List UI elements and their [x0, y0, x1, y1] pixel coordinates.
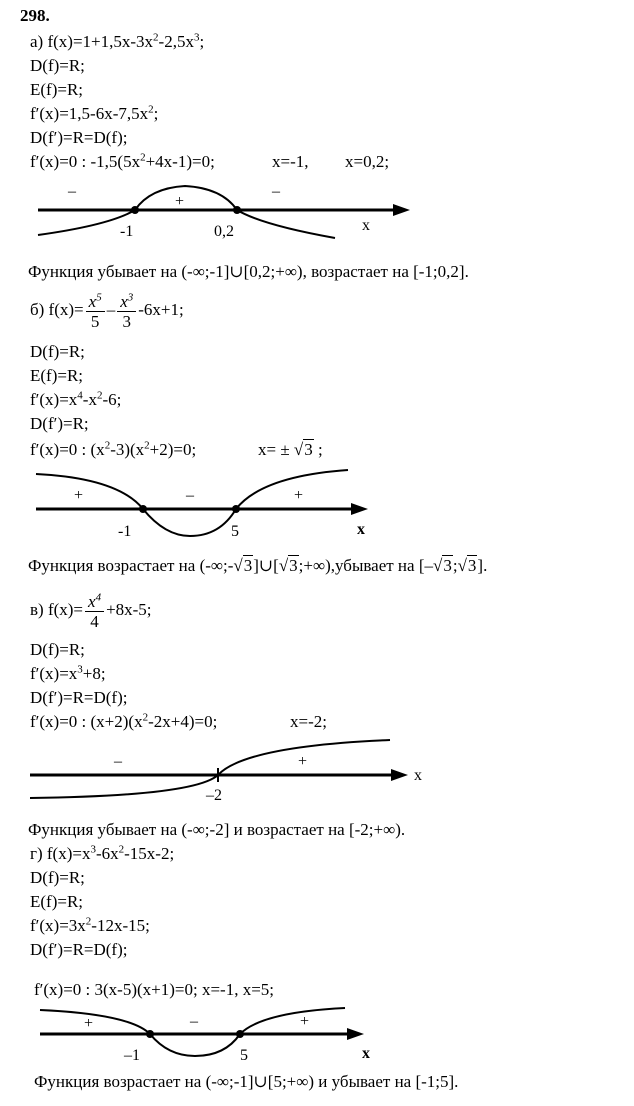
v-function: в) f(x)= $\frac{x^4}{4}$ +8x-5; — [30, 590, 152, 631]
v-sign-diagram — [0, 738, 634, 808]
b-root: x= ± √3 ; — [258, 440, 323, 459]
v-root: x=-2; — [290, 712, 327, 731]
b-tick-2: 5 — [231, 523, 239, 540]
a-derivative: $f'(x)=1,5-6x-7,5x^2$; — [30, 103, 159, 123]
a-tick-2: 0,2 — [214, 223, 234, 240]
a-domain: D(f)=R; — [30, 56, 85, 75]
a-sign-diagram — [0, 180, 634, 255]
v-conclusion: Функция убывает на (-∞;-2] и возрастает на [-2;+∞). — [28, 820, 406, 839]
a-root-2: x=0,2; — [345, 152, 390, 171]
g-derivative: $f'(x)=3x^2-12x-15$; — [30, 915, 150, 935]
problem-number: 298. — [20, 6, 50, 25]
b-sign-right: + — [294, 487, 304, 504]
g-axis-label: x — [362, 1045, 370, 1062]
b-derivative-domain: D(f′)=R; — [30, 414, 89, 433]
v-derivative-domain: D(f′)=R=D(f); — [30, 688, 128, 707]
a-root-1: x=-1, — [272, 152, 309, 171]
v-fraction: $\frac{x^4}{4}$ — [85, 592, 104, 631]
b-function: б) f(x)= $\frac{x^5}{5}$ – $\frac{x^3}{3}$ -6x+1; — [30, 290, 184, 331]
a-axis-label: x — [362, 217, 370, 234]
v-derivative: $f'(x)=x^3+8$; — [30, 663, 106, 683]
b-tick-1: -1 — [118, 523, 132, 540]
g-sign-diagram — [0, 1004, 634, 1064]
g-function: г) $f(x)=x^3-6x^2-15x-2$; — [30, 843, 175, 863]
g-zeros: f′(x)=0 : 3(x-5)(x+1)=0; x=-1, x=5; — [34, 980, 275, 999]
g-derivative-domain: D(f′)=R=D(f); — [30, 940, 128, 959]
a-sign-right: – — [272, 183, 280, 200]
g-sign-left: + — [84, 1015, 94, 1032]
b-sign-left: + — [74, 487, 84, 504]
b-zeros: f′(x)=0 : $(x^2-3)(x^2+2)=0$; — [30, 439, 197, 459]
b-fraction-2: $\frac{x^3}{3}$ — [117, 292, 136, 331]
g-sign-mid: – — [190, 1013, 198, 1030]
b-axis-label: x — [357, 521, 365, 538]
a-conclusion: Функция убывает на (-∞;-1]∪[0,2;+∞), возрастает на [-1;0,2]. — [28, 262, 469, 281]
b-domain: D(f)=R; — [30, 342, 85, 361]
v-sign-left: – — [114, 753, 122, 770]
g-tick-2: 5 — [240, 1047, 248, 1064]
g-domain: D(f)=R; — [30, 868, 85, 887]
b-range: E(f)=R; — [30, 366, 84, 385]
a-range: E(f)=R; — [30, 80, 84, 99]
a-derivative-domain: D(f′)=R=D(f); — [30, 128, 128, 147]
a-tick-1: -1 — [120, 223, 134, 240]
b-sign-diagram — [0, 466, 634, 546]
a-function: а) $f(x)=1+1,5x-3x^2-2,5x^3$; — [30, 31, 205, 51]
v-axis-label: x — [414, 767, 422, 784]
g-sign-right: + — [300, 1013, 310, 1030]
v-domain: D(f)=R; — [30, 640, 85, 659]
a-sign-mid: + — [175, 193, 185, 210]
g-tick-1: –1 — [124, 1047, 140, 1064]
b-conclusion: Функция возрастает на (-∞;-√3]∪[√3;+∞),убывает на [–√3;√3]. — [28, 556, 488, 575]
b-derivative: $f'(x)=x^4-x^2-6$; — [30, 389, 122, 409]
g-conclusion: Функция возрастает на (-∞;-1]∪[5;+∞) и убывает на [-1;5]. — [34, 1072, 459, 1091]
g-range: E(f)=R; — [30, 892, 84, 911]
a-zeros: f′(x)=0 : $-1,5(5x^2+4x-1)=0$; — [30, 151, 215, 171]
v-sign-right: + — [298, 753, 308, 770]
a-sign-left: – — [68, 183, 76, 200]
b-fraction-1: $\frac{x^5}{5}$ — [86, 292, 105, 331]
v-zeros: f′(x)=0 : $(x+2)(x^2-2x+4)=0$; — [30, 711, 218, 731]
v-tick-1: –2 — [206, 787, 222, 804]
b-sign-mid: – — [186, 487, 194, 504]
